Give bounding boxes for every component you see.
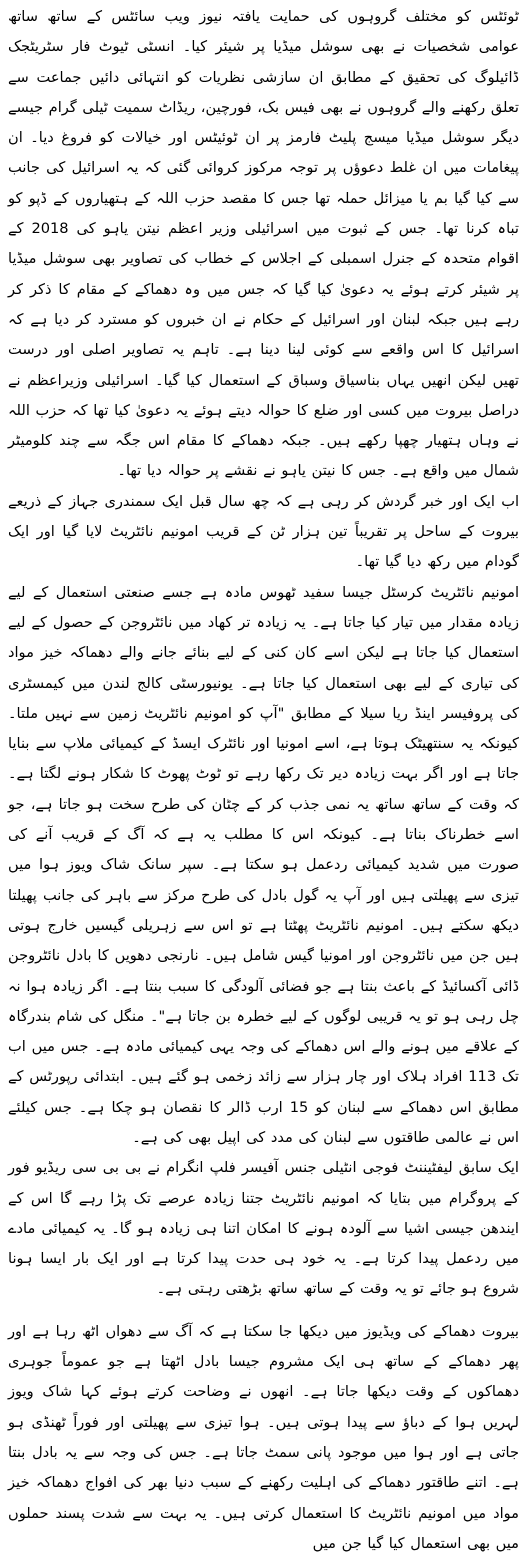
article-paragraph-2: اب ایک اور خبر گردش کر رہی ہے کہ چھ سال قبل ایک سمندری جہاز کے ذریعے بیروت کے ساحل پر تقریباً تین ہزار ٹن کے قریب امونیم نائٹریٹ لایا گیا اور ایک گودام میں رکھ دیا گیا تھا۔ [8, 492, 519, 571]
article-paragraph-1: ٹوئٹس کو مختلف گروہوں کی حمایت یافتہ نیوز ویب سائٹس کے ساتھ ساتھ عوامی شخصیات نے بھی سوشل میڈیا پر شیئر کیا۔ انسٹی ٹیوٹ فار سٹریٹجک ڈائیلوگ کی تحقیق کے مطابق ان سازشی نظریات کو انتہائی دائیں جماعت سے تعلق رکھنے والے گروہوں نے بھی فیس بک، فورچین، ریڈاٹ سمیت ٹیلی گرام جیسے دیگر سوشل میڈیا میسج پلیٹ فارمز پر ان ٹوئیٹس اور خیالات کو فروغ دیا۔ ان پیغامات میں ان غلط دعوؤں پر توجہ مرکوز کروائی گئی کہ یہ اسرائیل کی جانب سے کیا گیا بم یا میزائل حملہ تھا جس کا مقصد حزب اللہ کے ہتھیاروں کے ڈپو کو تباہ کرنا تھا۔ جس کے ثبوت میں اسرائیلی وزیر اعظم نیتن یاہو کی 2018 کے اقوام متحدہ کے جنرل اسمبلی کے اجلاس کے خطاب کی تصاویر بھی سوشل میڈیا پر شیئر کرتے ہوئے یہ دعویٰ کیا گیا کہ جس میں وہ دھماکے کے مقام کا ذکر کر رہے ہیں جبکہ لبنان اور اسرائیل کے حکام نے ان خبروں کو مسترد کر دیا ہے کہ اسرائیل کا اس واقعے سے کوئی لینا دینا ہے۔ تاہم یہ تصاویر اصلی اور درست تھیں لیکن انھیں یہاں بناسیاق وسباق کے استعمال کیا گیا۔ اسرائیلی وزیراعظم نے دراصل بیروت میں کسی اور ضلع کا حوالہ دیتے ہوئے یہ دعویٰ کیا تھا کہ حزب اللہ نے وہاں ہتھیار چھپا رکھے ہیں۔ جبکہ دھماکے کا مقام اس جگہ سے چند کلومیٹر شمال میں واقع ہے۔ جس کا نیتن یاہو نے نقشے پر حوالہ دیا تھا۔ [8, 8, 519, 480]
article-paragraph-4: ایک سابق لیفٹیننٹ فوجی انٹیلی جنس آفیسر فلپ انگرام نے بی بی سی ریڈیو فور کے پروگرام میں بتایا کہ امونیم نائٹریٹ جتنا زیادہ عرصے تک پڑا رہے گا اس کے ایندھن جیسی اشیا سے آلودہ ہونے کا امکان اتنا ہی زیادہ ہو گا۔ یہ کیمیائی مادے میں ردعمل پیدا کرتا ہے۔ یہ خود ہی حدت پیدا کرتا ہے اور ایک بار ایسا ہونا شروع ہو جائے تو یہ وقت کے ساتھ ساتھ بڑھتی رہتی ہے۔ [8, 1159, 519, 1298]
article-paragraph-3: امونیم نائٹریٹ کرسٹل جیسا سفید ٹھوس مادہ ہے جسے صنعتی استعمال کے لیے زیادہ مقدار میں تیار کیا جاتا ہے۔ یہ زیادہ تر کھاد میں نائٹروجن کے حصول کے لیے استعمال کیا جاتا ہے لیکن اسے کان کنی کے لیے بنائے جانے والے دھماکہ خیز مواد کی تیاری کے لیے بھی استعمال کیا جاتا ہے۔ یونیورسٹی کالج لندن میں کیمسٹری کی پروفیسر اینڈ ریا سیلا کے مطابق "آپ کو امونیم نائٹریٹ زمین سے نہیں ملتا۔ کیونکہ یہ سنتھیٹک ہوتا ہے، اسے امونیا اور نائٹرک ایسڈ کے کیمیائی ملاپ سے بنایا جاتا ہے اور اگر بہت زیادہ دیر تک رکھا رہے تو ٹوٹ پھوٹ کا شکار ہونے لگتا ہے۔ کہ وقت کے ساتھ ساتھ یہ نمی جذب کر کے چٹان کی طرح سخت ہو جاتا ہے، جو اسے خطرناک بناتا ہے۔ کیونکہ اس کا مطلب یہ ہے کہ آگ کے قریب آنے کی صورت میں شدید کیمیائی ردعمل ہو سکتا ہے۔ سپر سانک شاک ویوز ہوا میں تیزی سے پھیلتی ہیں اور آپ یہ گول بادل کی طرح مرکز سے باہر کی جانب پھیلتا دیکھ سکتے ہیں۔ امونیم نائٹریٹ پھٹتا ہے تو اس سے زہریلی گیسیں خارج ہوتی ہیں جن میں نائٹروجن اور امونیا گیس شامل ہیں۔ نارنجی دھویں کا بادل نائٹروجن ڈائی آکسائیڈ کے باعث بنتا ہے جو فضائی آلودگی کا سبب بنتا ہے۔ اگر زیادہ ہوا نہ چل رہی ہو تو یہ قریبی لوگوں کے لیے خطرہ بن جاتا ہے"۔ منگل کی شام بندرگاہ کے علاقے میں ہونے والے اس دھماکے کی وجہ یہی کیمیائی مادہ ہے۔ جس میں اب تک 113 افراد ہلاک اور چار ہزار سے زائد زخمی ہو گئے ہیں۔ ابتدائی رپورٹس کے مطابق اس دھماکے سے لبنان کو 15 ارب ڈالر کا نقصان ہو چکا ہے۔ جس کیلئے اس نے عالمی طاقتوں سے لبنان کی مدد کی اپیل بھی کی ہے۔ [8, 583, 520, 1146]
article-paragraph-5: بیروت دھماکے کی ویڈیوز میں دیکھا جا سکتا ہے کہ آگ سے دھواں اٹھ رہا ہے اور پھر دھماکے کے ساتھ ہی ایک مشروم جیسا بادل اٹھتا ہے جو عموماً جوہری دھماکوں کے وقت دیکھا جاتا ہے۔ انھوں نے وضاحت کرتے ہوئے کہا شاک ویوز لہریں ہوا کے دباؤ سے پیدا ہوتی ہیں۔ ہوا تیزی سے پھیلتی اور فوراً ٹھنڈی ہو جاتی ہے اور ہوا میں موجود پانی سمٹ جاتا ہے۔ جس کی وجہ سے یہ بادل بنتا ہے۔ اتنے طاقتور دھماکے کی اہلیت رکھنے کے سبب دنیا بھر کی افواج دھماکہ خیز مواد میں امونیم نائٹریٹ کا استعمال کرتی ہیں۔ یہ بہت سے شدت پسند حملوں میں بھی استعمال کیا گیا جن میں [8, 1322, 519, 1552]
